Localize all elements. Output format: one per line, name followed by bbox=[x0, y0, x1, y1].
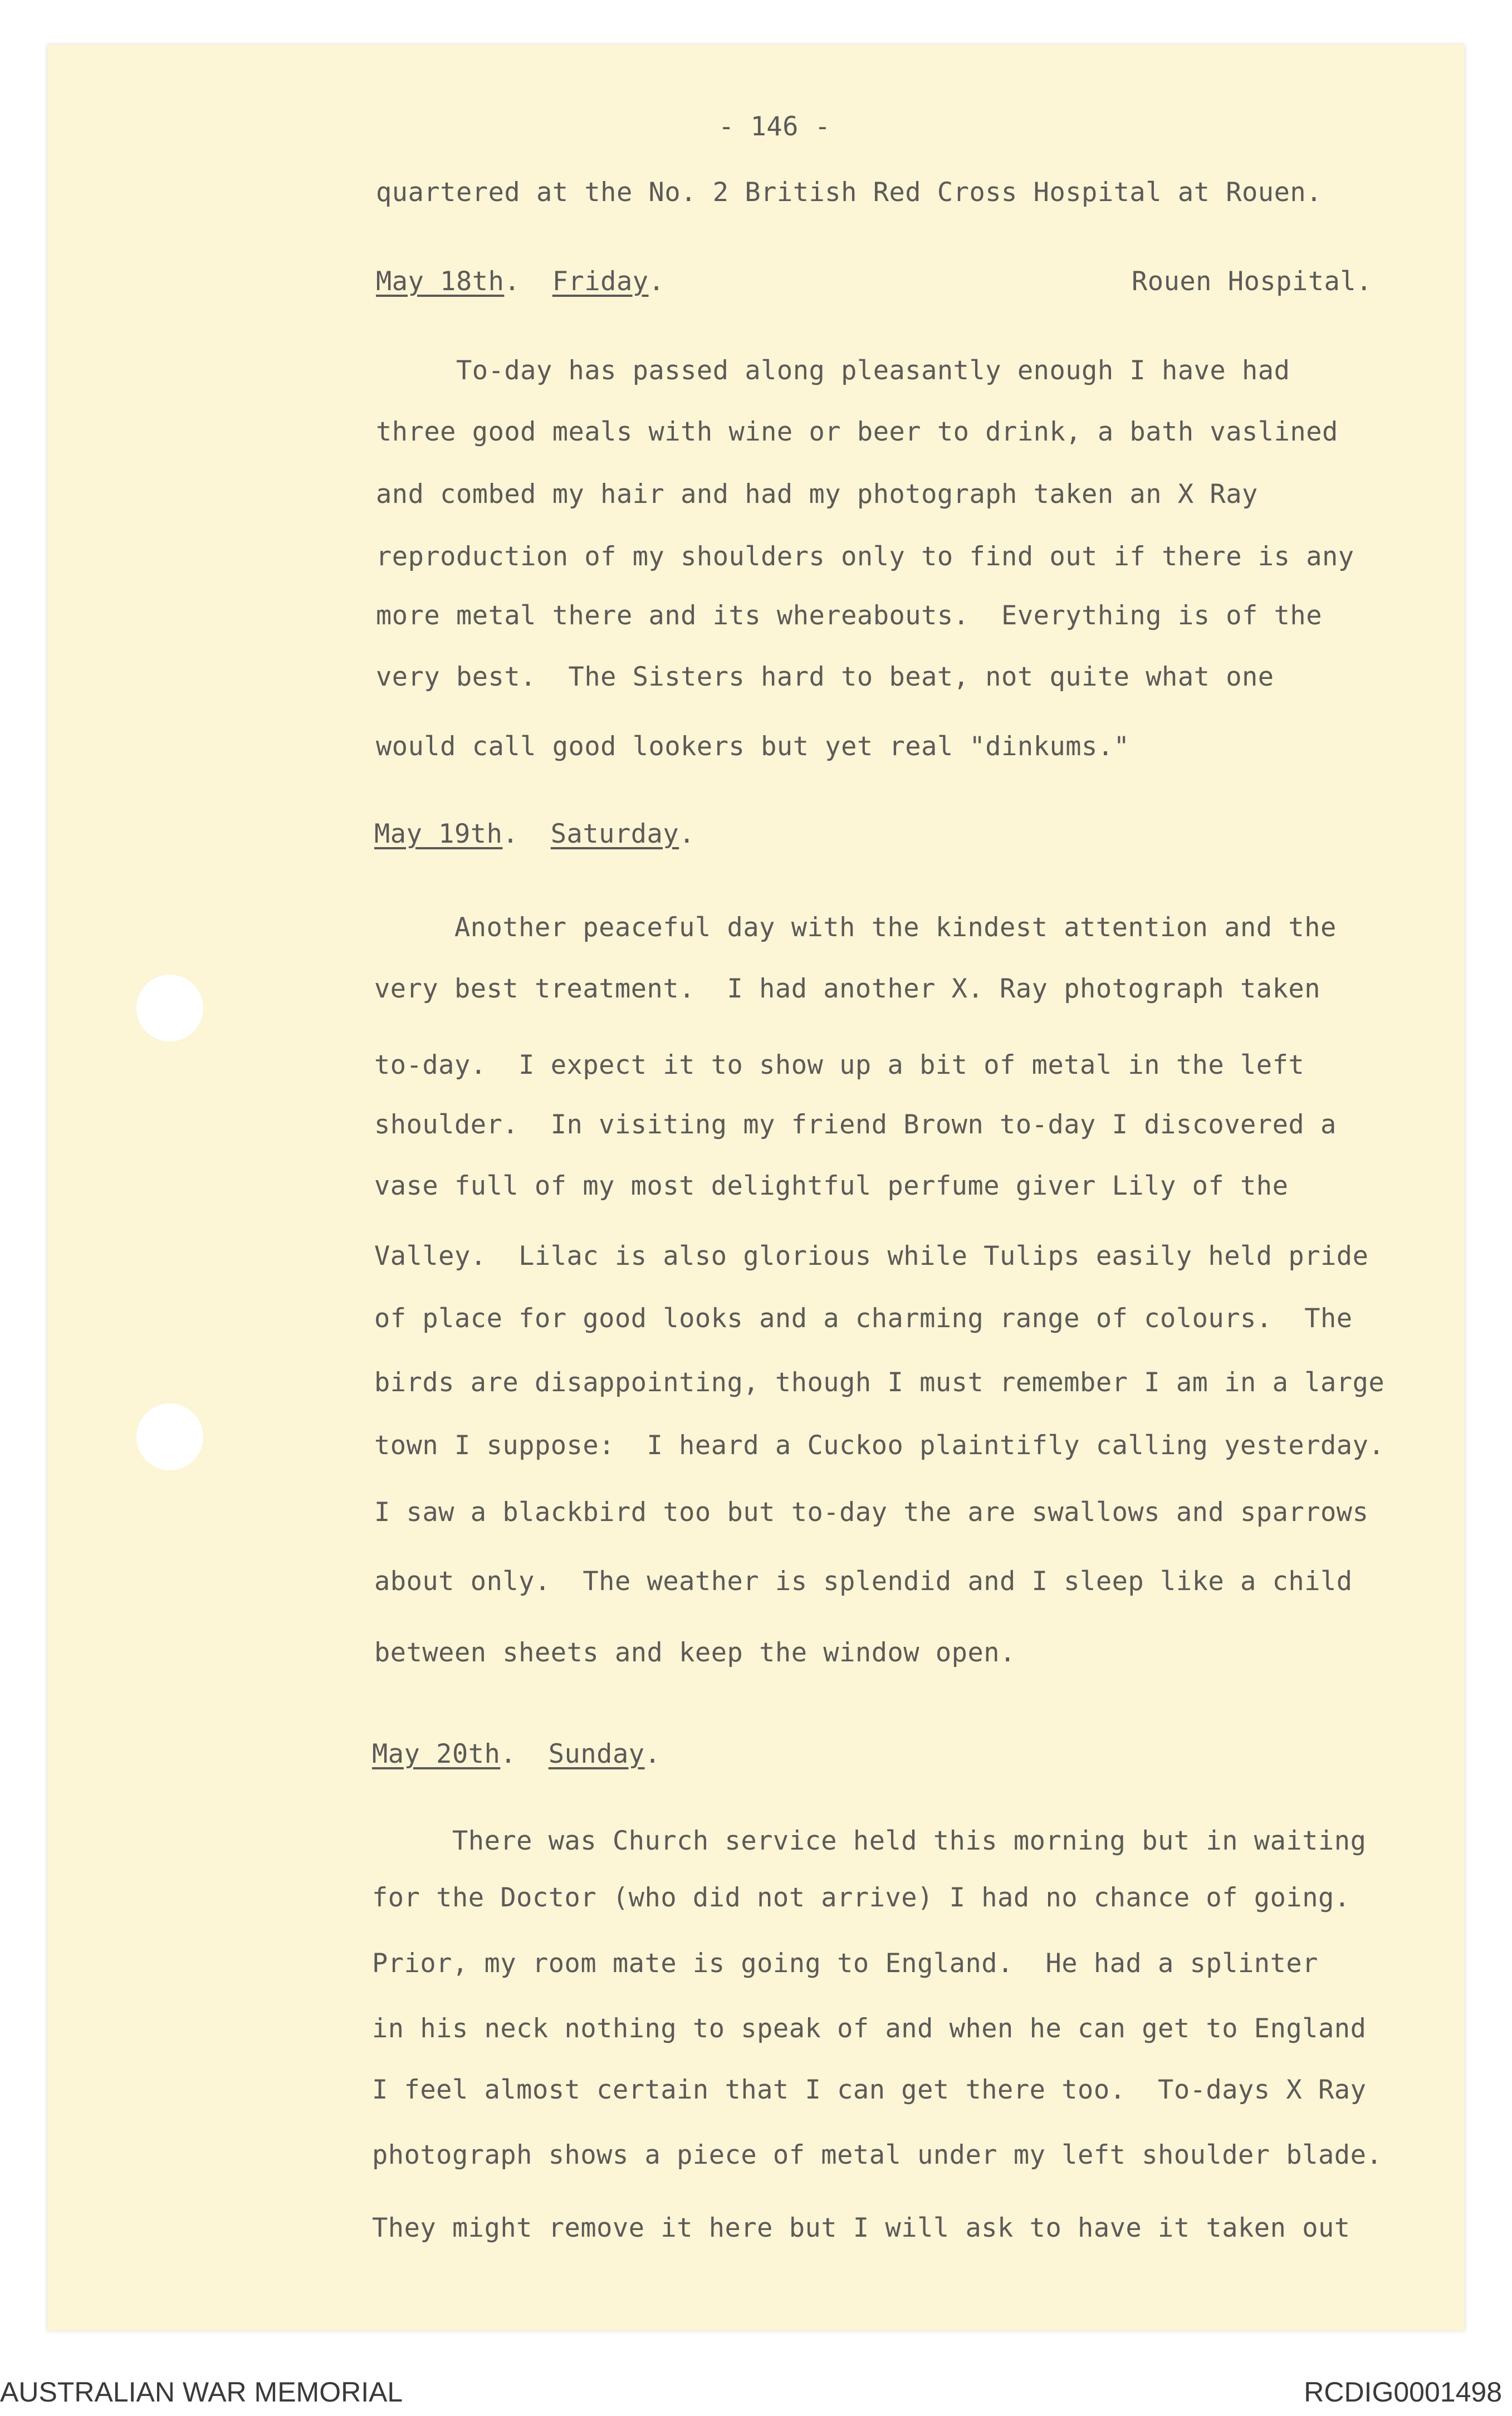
body-line: Another peaceful day with the kindest attention and the bbox=[374, 912, 1337, 943]
entry-date: May 20th bbox=[372, 1739, 501, 1769]
body-line: birds are disappointing, though I must remember I am in a large bbox=[374, 1367, 1385, 1398]
body-line: town I suppose: I heard a Cuckoo plaintifly calling yesterday. bbox=[374, 1430, 1385, 1461]
footer-item-id: RCDIG0001498 bbox=[1304, 2376, 1502, 2408]
entry-heading-may18: May 18th. Friday. bbox=[376, 266, 665, 297]
entry-day: Friday bbox=[552, 266, 649, 297]
body-line: photograph shows a piece of metal under my left shoulder blade. bbox=[372, 2140, 1383, 2170]
body-line: reproduction of my shoulders only to find out if there is any bbox=[376, 541, 1354, 572]
entry-date: May 18th bbox=[376, 266, 505, 297]
body-line: I feel almost certain that I can get there too. To-days X Ray bbox=[372, 2075, 1367, 2105]
body-line: very best treatment. I had another X. Ray photograph taken bbox=[374, 974, 1320, 1004]
body-line: very best. The Sisters hard to beat, not quite what one bbox=[376, 662, 1274, 692]
entry-date: May 19th bbox=[374, 819, 503, 849]
body-line: three good meals with wine or beer to drink, a bath vaslined bbox=[376, 417, 1338, 447]
body-line: would call good lookers but yet real "dinkums." bbox=[376, 731, 1130, 762]
body-line: To-day has passed along pleasantly enough I have had bbox=[376, 355, 1290, 386]
punch-hole-upper bbox=[136, 975, 203, 1041]
body-line: more metal there and its whereabouts. Everything is of the bbox=[376, 600, 1322, 631]
body-line: in his neck nothing to speak of and when he can get to England bbox=[372, 2013, 1367, 2044]
carryover-line: quartered at the No. 2 British Red Cross Hospital at Rouen. bbox=[376, 177, 1322, 208]
body-line: They might remove it here but I will ask to have it taken out bbox=[372, 2213, 1350, 2243]
body-line: to-day. I expect it to show up a bit of metal in the left bbox=[374, 1050, 1305, 1080]
body-line: There was Church service held this morning but in waiting bbox=[372, 1826, 1367, 1856]
page-number: - 146 - bbox=[718, 111, 831, 142]
entry-location: Rouen Hospital. bbox=[1132, 266, 1372, 297]
body-line: shoulder. In visiting my friend Brown to-day I discovered a bbox=[374, 1109, 1337, 1140]
body-line: about only. The weather is splendid and I sleep like a child bbox=[374, 1566, 1353, 1597]
entry-day: Saturday bbox=[550, 819, 679, 849]
body-line: and combed my hair and had my photograph taken an X Ray bbox=[376, 479, 1258, 510]
entry-heading-may19: May 19th. Saturday. bbox=[374, 819, 695, 849]
body-line: between sheets and keep the window open. bbox=[374, 1637, 1016, 1668]
punch-hole-lower bbox=[136, 1403, 203, 1470]
body-line: Prior, my room mate is going to England. He had a splinter bbox=[372, 1948, 1318, 1979]
entry-day: Sunday bbox=[548, 1739, 645, 1769]
entry-heading-may20: May 20th. Sunday. bbox=[372, 1739, 661, 1769]
body-line: of place for good looks and a charming range of colours. The bbox=[374, 1303, 1353, 1334]
body-line: for the Doctor (who did not arrive) I had no chance of going. bbox=[372, 1882, 1350, 1913]
body-line: Valley. Lilac is also glorious while Tulips easily held pride bbox=[374, 1241, 1369, 1271]
body-line: vase full of my most delightful perfume giver Lily of the bbox=[374, 1171, 1289, 1201]
footer-institution: AUSTRALIAN WAR MEMORIAL bbox=[0, 2376, 403, 2408]
body-line: I saw a blackbird too but to-day the are swallows and sparrows bbox=[374, 1497, 1369, 1528]
